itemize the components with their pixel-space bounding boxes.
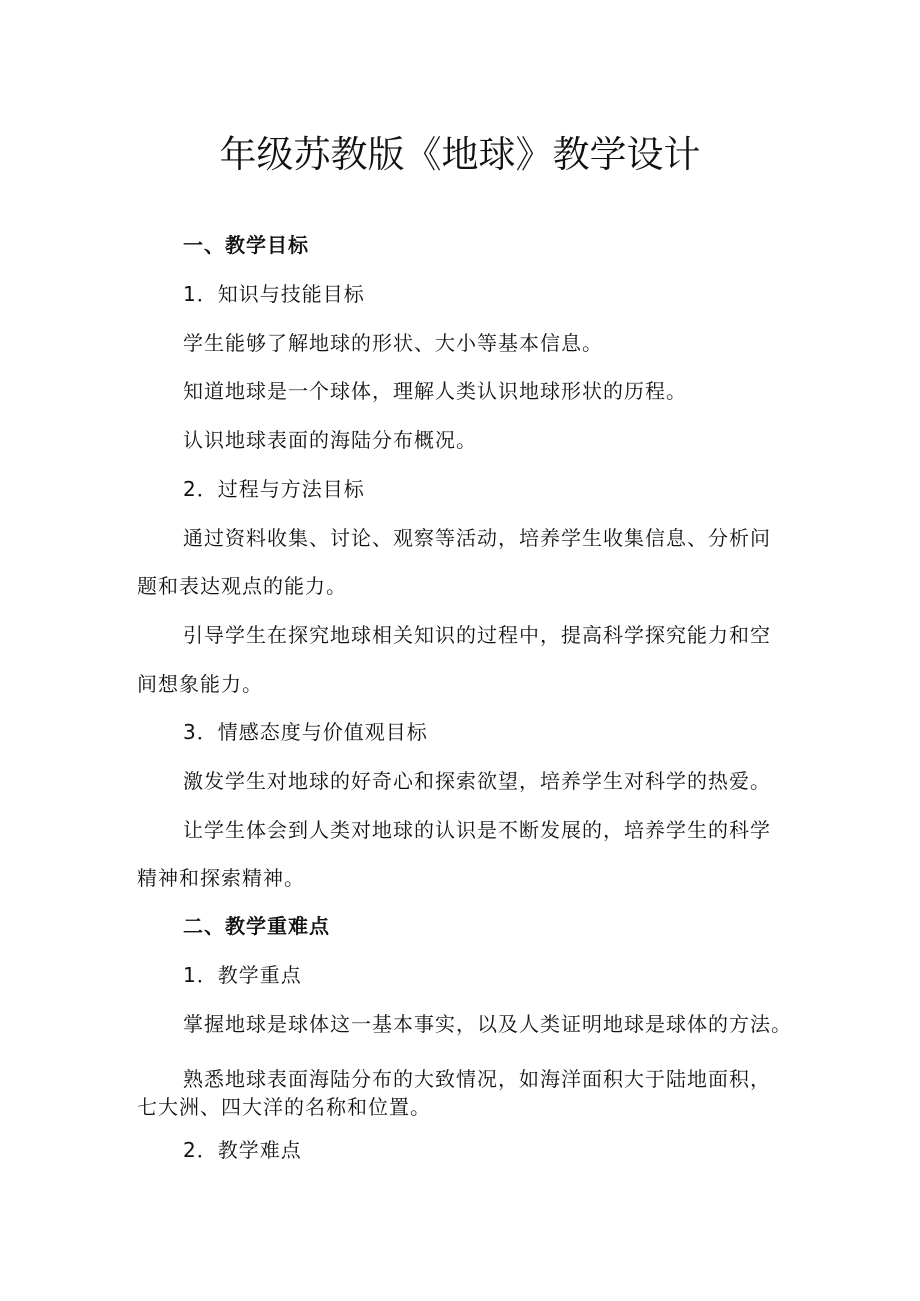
paragraph-line-continued: 题和表达观点的能力。 bbox=[137, 574, 347, 598]
paragraph-line: 掌握地球是球体这一基本事实，以及人类证明地球是球体的方法。 bbox=[183, 1012, 792, 1036]
subheading-teaching-focus: 1．教学重点 bbox=[183, 963, 302, 987]
section-heading-objectives: 一、教学目标 bbox=[183, 233, 309, 257]
subheading-process-method: 2．过程与方法目标 bbox=[183, 477, 365, 501]
paragraph-line: 通过资料收集、讨论、观察等活动，培养学生收集信息、分析问 bbox=[183, 526, 771, 550]
subheading-teaching-difficulty: 2．教学难点 bbox=[183, 1138, 302, 1162]
paragraph-line: 让学生体会到人类对地球的认识是不断发展的，培养学生的科学 bbox=[183, 818, 771, 842]
paragraph-line: 学生能够了解地球的形状、大小等基本信息。 bbox=[183, 331, 603, 355]
paragraph-line-continued: 精神和探索精神。 bbox=[137, 866, 305, 890]
paragraph-line-continued: 间想象能力。 bbox=[137, 672, 263, 696]
section-heading-key-points: 二、教学重难点 bbox=[183, 914, 330, 938]
paragraph-line: 激发学生对地球的好奇心和探索欲望，培养学生对科学的热爱。 bbox=[183, 769, 771, 793]
subheading-knowledge-skills: 1．知识与技能目标 bbox=[183, 282, 365, 306]
paragraph-line-continued: 七大洲、四大洋的名称和位置。 bbox=[137, 1095, 431, 1119]
paragraph-line: 引导学生在探究地球相关知识的过程中，提高科学探究能力和空 bbox=[183, 623, 771, 647]
paragraph-line: 认识地球表面的海陆分布概况。 bbox=[183, 428, 477, 452]
document-title: 年级苏教版《地球》教学设计 bbox=[219, 133, 701, 176]
paragraph-line: 知道地球是一个球体，理解人类认识地球形状的历程。 bbox=[183, 379, 687, 403]
paragraph-line: 熟悉地球表面海陆分布的大致情况，如海洋面积大于陆地面积， bbox=[183, 1067, 771, 1091]
subheading-attitude-values: 3．情感态度与价值观目标 bbox=[183, 720, 428, 744]
